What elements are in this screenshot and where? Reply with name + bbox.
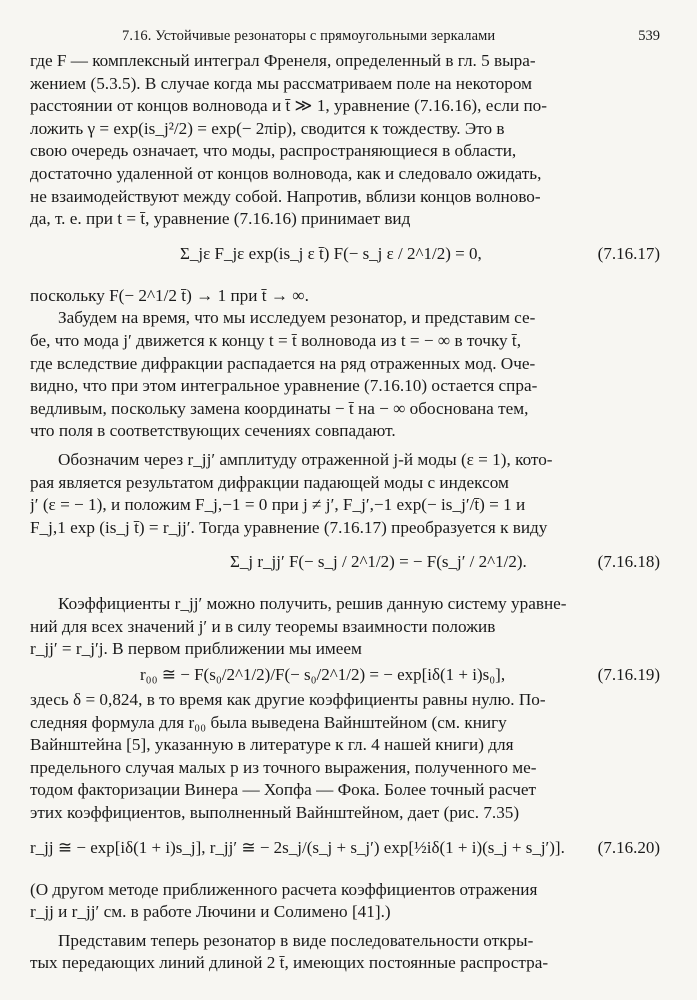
paragraph-2 [30,285,660,308]
text-line: ведливым, поскольку замена координаты − t̄ на − ∞ обоснована тем, [30,398,529,418]
equation-formula: r₀₀ ≅ − F(s₀/2^1/2)/F(− s₀/2^1/2) = − exp[iδ(1 + i)s₀], [140,665,506,685]
text-line: тодом факторизации Винера — Хопфа — Фока. Более точный расчет [30,780,537,800]
text-line: Представим теперь резонатор в виде последовательности откры- [58,930,534,950]
text-line: поскольку F(− 2^1/2 t̄) → 1 при t̄ → ∞. [30,285,309,305]
text-line: Вайнштейна [5], указанную в литературе к гл. 4 нашей книги) для [30,735,514,755]
paragraph-7 [30,879,660,924]
text-line: расстоянии от концов волновода и t̄ ≫ 1, уравнение (7.16.16), если по- [30,96,547,116]
text-line: видно, что при этом интегральное уравнение (7.16.10) остается спра- [30,376,538,396]
equation-7-16-20 [30,825,660,879]
text-line: рая является результатом дифракции падающей моды с индексом [30,472,509,492]
paragraph-1 [30,50,660,231]
equation-number: (7.16.19) [597,665,660,685]
body-text [30,50,660,975]
paragraph-5 [30,593,660,661]
equation-7-16-19 [30,661,660,689]
paragraph-6 [30,689,660,825]
equation-7-16-17 [30,231,660,285]
paragraph-3 [30,307,660,443]
text-line: да, т. е. при t = t̄, уравнение (7.16.16) принимает вид [30,209,411,229]
text-line: предельного случая малых p из точного выражения, полученного ме- [30,757,537,777]
header-title: 7.16. Устойчивые резонаторы с прямоугольными зеркалами [122,28,496,44]
text-line: достаточно удаленной от концов волновода, как и следовало ожидать, [30,163,542,183]
paragraph-8 [30,930,660,975]
book-page [30,28,660,975]
text-line: что поля в соответствующих сечениях совпадают. [30,421,396,441]
text-line: жением (5.3.5). В случае когда мы рассматриваем поле на некотором [30,73,533,93]
text-line: Обозначим через r_jj′ амплитуду отраженной j-й моды (ε = 1), кото- [58,449,553,469]
text-line: здесь δ = 0,824, в то время как другие коэффициенты равны нулю. По- [30,690,546,710]
text-line: следняя формула для r₀₀ была выведена Вайнштейном (см. книгу [30,712,507,732]
text-line: свою очередь означает, что моды, распространяющиеся в области, [30,141,517,161]
text-line: ний для всех значений j′ и в силу теоремы взаимности положив [30,616,496,636]
equation-number: (7.16.20) [597,837,660,857]
equation-number: (7.16.17) [597,243,660,263]
paragraph-4 [30,449,660,539]
equation-formula: Σ_j r_jj′ F(− s_j / 2^1/2) = − F(s_j′ / 2^1/2). [230,552,527,572]
text-line: Коэффициенты r_jj′ можно получить, решив данную систему уравне- [58,594,567,614]
text-line: бе, что мода j′ движется к концу t = t̄ волновода из t = − ∞ в точку t̄, [30,330,522,350]
equation-formula: Σ_jε F_jε exp(is_j ε t̄) F(− s_j ε / 2^1/2) = 0, [180,243,482,263]
text-line: этих коэффициентов, выполненный Вайнштейном, дает (рис. 7.35) [30,803,520,823]
text-line: тых передающих линий длиной 2 t̄, имеющих постоянные распростра- [30,953,549,973]
text-line: r_jj и r_jj′ см. в работе Лючини и Солимено [41].) [30,902,391,922]
equation-number: (7.16.18) [597,552,660,572]
equation-7-16-18 [30,539,660,593]
text-line: где вследствие дифракции распадается на ряд отраженных мод. Оче- [30,353,536,373]
running-header [30,28,660,50]
text-line: j′ (ε = − 1), и положим F_j,−1 = 0 при j ≠ j′, F_j′,−1 exp(− is_j′/t̄) = 1 и [30,495,526,515]
equation-formula: r_jj ≅ − exp[iδ(1 + i)s_j], r_jj′ ≅ − 2s_j/(s_j + s_j′) exp[½iδ(1 + i)(s_j + s_j′)]. [30,837,565,857]
page-number: 539 [638,28,660,44]
text-line: ложить γ = exp(is_j²/2) = exp(− 2πip), сводится к тождеству. Это в [30,118,505,138]
text-line: F_j,1 exp (is_j t̄) = r_jj′. Тогда уравнение (7.16.17) преобразуется к виду [30,517,548,537]
text-line: r_jj′ = r_j′j. В первом приближении мы имеем [30,639,362,659]
text-line: не взаимодействуют между собой. Напротив, вблизи концов волново- [30,186,541,206]
text-line: где F — комплексный интеграл Френеля, определенный в гл. 5 выра- [30,51,536,70]
text-line: (О другом методе приближенного расчета коэффициентов отражения [30,879,538,899]
text-line: Забудем на время, что мы исследуем резонатор, и представим се- [58,308,536,328]
